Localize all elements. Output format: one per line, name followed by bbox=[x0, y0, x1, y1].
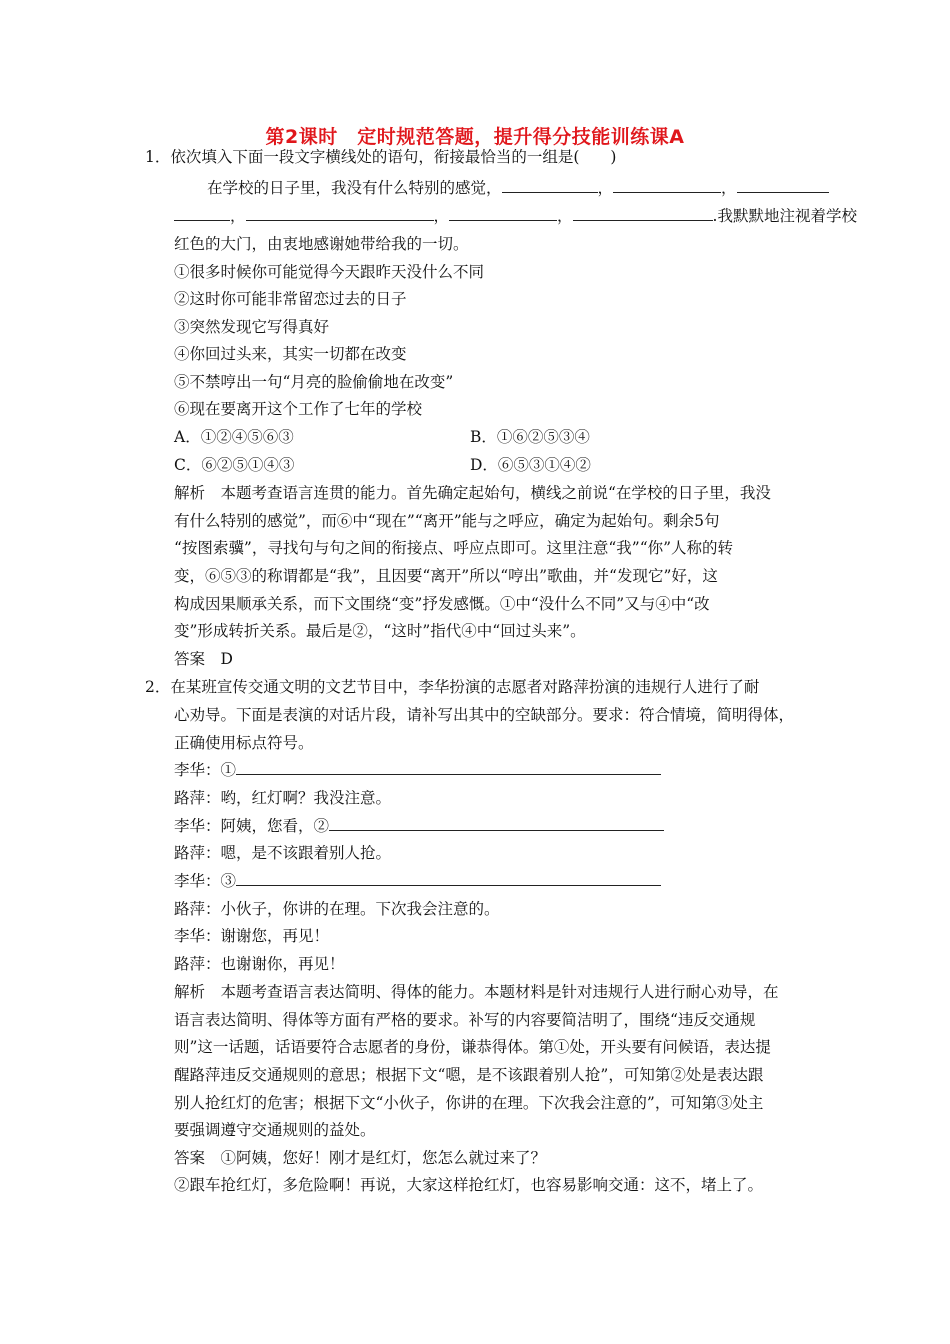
dialogue-speaker-text: 李华：阿姨，您看，② bbox=[174, 817, 330, 835]
q2-stem-line: 正确使用标点符号。 bbox=[174, 734, 314, 752]
q1-item-5: ⑤不禁哼出一句“月亮的脸偷偷地在改变” bbox=[174, 373, 454, 391]
q1-analysis-line: “按图索骥”，寻找句与句之间的衔接点、呼应点即可。这里注意“我”“你”人称的转 bbox=[174, 539, 734, 557]
q1-passage-line3: 红色的大门，由衷地感谢她带给我的一切。 bbox=[174, 235, 469, 253]
q1-answer: 答案 D bbox=[174, 650, 233, 668]
q2-answer-line: 答案 ①阿姨，您好！刚才是红灯，您怎么就过来了？ bbox=[174, 1149, 547, 1167]
q2-stem-line: 2．在某班宣传交通文明的文艺节目中，李华扮演的志愿者对路萍扮演的违规行人进行了耐 bbox=[145, 678, 760, 696]
fill-blank bbox=[329, 816, 664, 831]
page-title: 第2课时 定时规范答题，提升得分技能训练课A bbox=[265, 126, 685, 148]
q1-item-2: ②这时你可能非常留恋过去的日子 bbox=[174, 290, 407, 308]
q1-option-c: C．⑥②⑤①④③ bbox=[174, 456, 295, 474]
q1-item-4: ④你回过头来，其实一切都在改变 bbox=[174, 345, 407, 363]
fill-blank bbox=[236, 871, 661, 886]
q1-stem: 1．依次填入下面一段文字横线处的语句，衔接最恰当的一组是( ) bbox=[145, 148, 617, 166]
fill-blank bbox=[236, 760, 661, 775]
q2-dialogue-line bbox=[174, 816, 664, 836]
q2-dialogue-line: 路萍：哟，红灯啊？我没注意。 bbox=[174, 789, 392, 807]
q2-analysis-line: 醒路萍违反交通规则的意思；根据下文“嗯，是不该跟着别人抢”，可知第②处是表达跟 bbox=[174, 1066, 764, 1084]
q1-item-3: ③突然发现它写得真好 bbox=[174, 318, 330, 336]
q2-dialogue-line: 李华：谢谢您，再见！ bbox=[174, 927, 330, 945]
q1-analysis-line: 变，⑥⑤③的称谓都是“我”，且因要“离开”所以“哼出”歌曲，并“发现它”好，这 bbox=[174, 567, 718, 585]
q1-passage-start: 在学校的日子里，我没有什么特别的感觉， bbox=[207, 179, 502, 197]
q1-analysis-line: 有什么特别的感觉”，而⑥中“现在”“离开”能与之呼应，确定为起始句。剩余5句 bbox=[174, 512, 720, 530]
q1-option-a: A．①②④⑤⑥③ bbox=[174, 428, 294, 446]
q2-dialogue-line bbox=[174, 871, 661, 891]
q2-analysis-line: 要强调遵守交通规则的益处。 bbox=[174, 1121, 376, 1139]
q1-option-d: D．⑥⑤③①④② bbox=[470, 456, 591, 474]
q1-analysis-line: 变”形成转折关系。最后是②，“这时”指代④中“回过头来”。 bbox=[174, 622, 586, 640]
q2-dialogue-line bbox=[174, 760, 661, 780]
fill-blank bbox=[613, 178, 721, 193]
fill-blank bbox=[174, 206, 230, 221]
q2-analysis-line: 别人抢红灯的危害；根据下文“小伙子，你讲的在理。下次我会注意的”，可知第③处主 bbox=[174, 1094, 764, 1112]
q1-item-6: ⑥现在要离开这个工作了七年的学校 bbox=[174, 400, 423, 418]
q2-analysis-line: 语言表达简明、得体等方面有严格的要求。补写的内容要简洁明了，围绕“违反交通规 bbox=[174, 1011, 756, 1029]
q1-option-b: B．①⑥②⑤③④ bbox=[470, 428, 590, 446]
fill-blank bbox=[737, 178, 829, 193]
fill-blank bbox=[502, 178, 598, 193]
q1-passage-line1: 在学校的日子里，我没有什么特别的感觉， ， ， bbox=[207, 178, 829, 198]
dialogue-speaker-text: 李华：① bbox=[174, 761, 237, 779]
q2-answer-line: ②跟车抢红灯，多危险啊！再说，大家这样抢红灯，也容易影响交通：这不，堵上了。 bbox=[174, 1176, 764, 1194]
q2-dialogue-line: 路萍：小伙子，你讲的在理。下次我会注意的。 bbox=[174, 900, 500, 918]
q2-dialogue-line: 路萍：嗯，是不该跟着别人抢。 bbox=[174, 844, 392, 862]
q2-analysis-line: 则”这一话题，话语要符合志愿者的身份，谦恭得体。第①处，开头要有问候语，表达提 bbox=[174, 1038, 771, 1056]
q2-analysis-line: 解析 本题考查语言表达简明、得体的能力。本题材料是针对违规行人进行耐心劝导，在 bbox=[174, 983, 779, 1001]
q1-item-1: ①很多时候你可能觉得今天跟昨天没什么不同 bbox=[174, 263, 485, 281]
q1-analysis-line: 解析 本题考查语言连贯的能力。首先确定起始句，横线之前说“在学校的日子里，我没 bbox=[174, 484, 771, 502]
q1-passage-line2: ， ， ， .我默默地注视着学校 bbox=[174, 206, 857, 226]
q2-dialogue-line: 路萍：也谢谢你，再见！ bbox=[174, 955, 345, 973]
q1-analysis-line: 构成因果顺承关系，而下文围绕“变”抒发感慨。①中“没什么不同”又与④中“改 bbox=[174, 595, 710, 613]
fill-blank bbox=[246, 206, 434, 221]
fill-blank bbox=[449, 206, 557, 221]
q1-passage-end: .我默默地注视着学校 bbox=[712, 207, 857, 225]
fill-blank bbox=[573, 206, 713, 221]
dialogue-speaker-text: 李华：③ bbox=[174, 872, 237, 890]
q2-stem-line: 心劝导。下面是表演的对话片段，请补写出其中的空缺部分。要求：符合情境，简明得体， bbox=[174, 706, 795, 724]
